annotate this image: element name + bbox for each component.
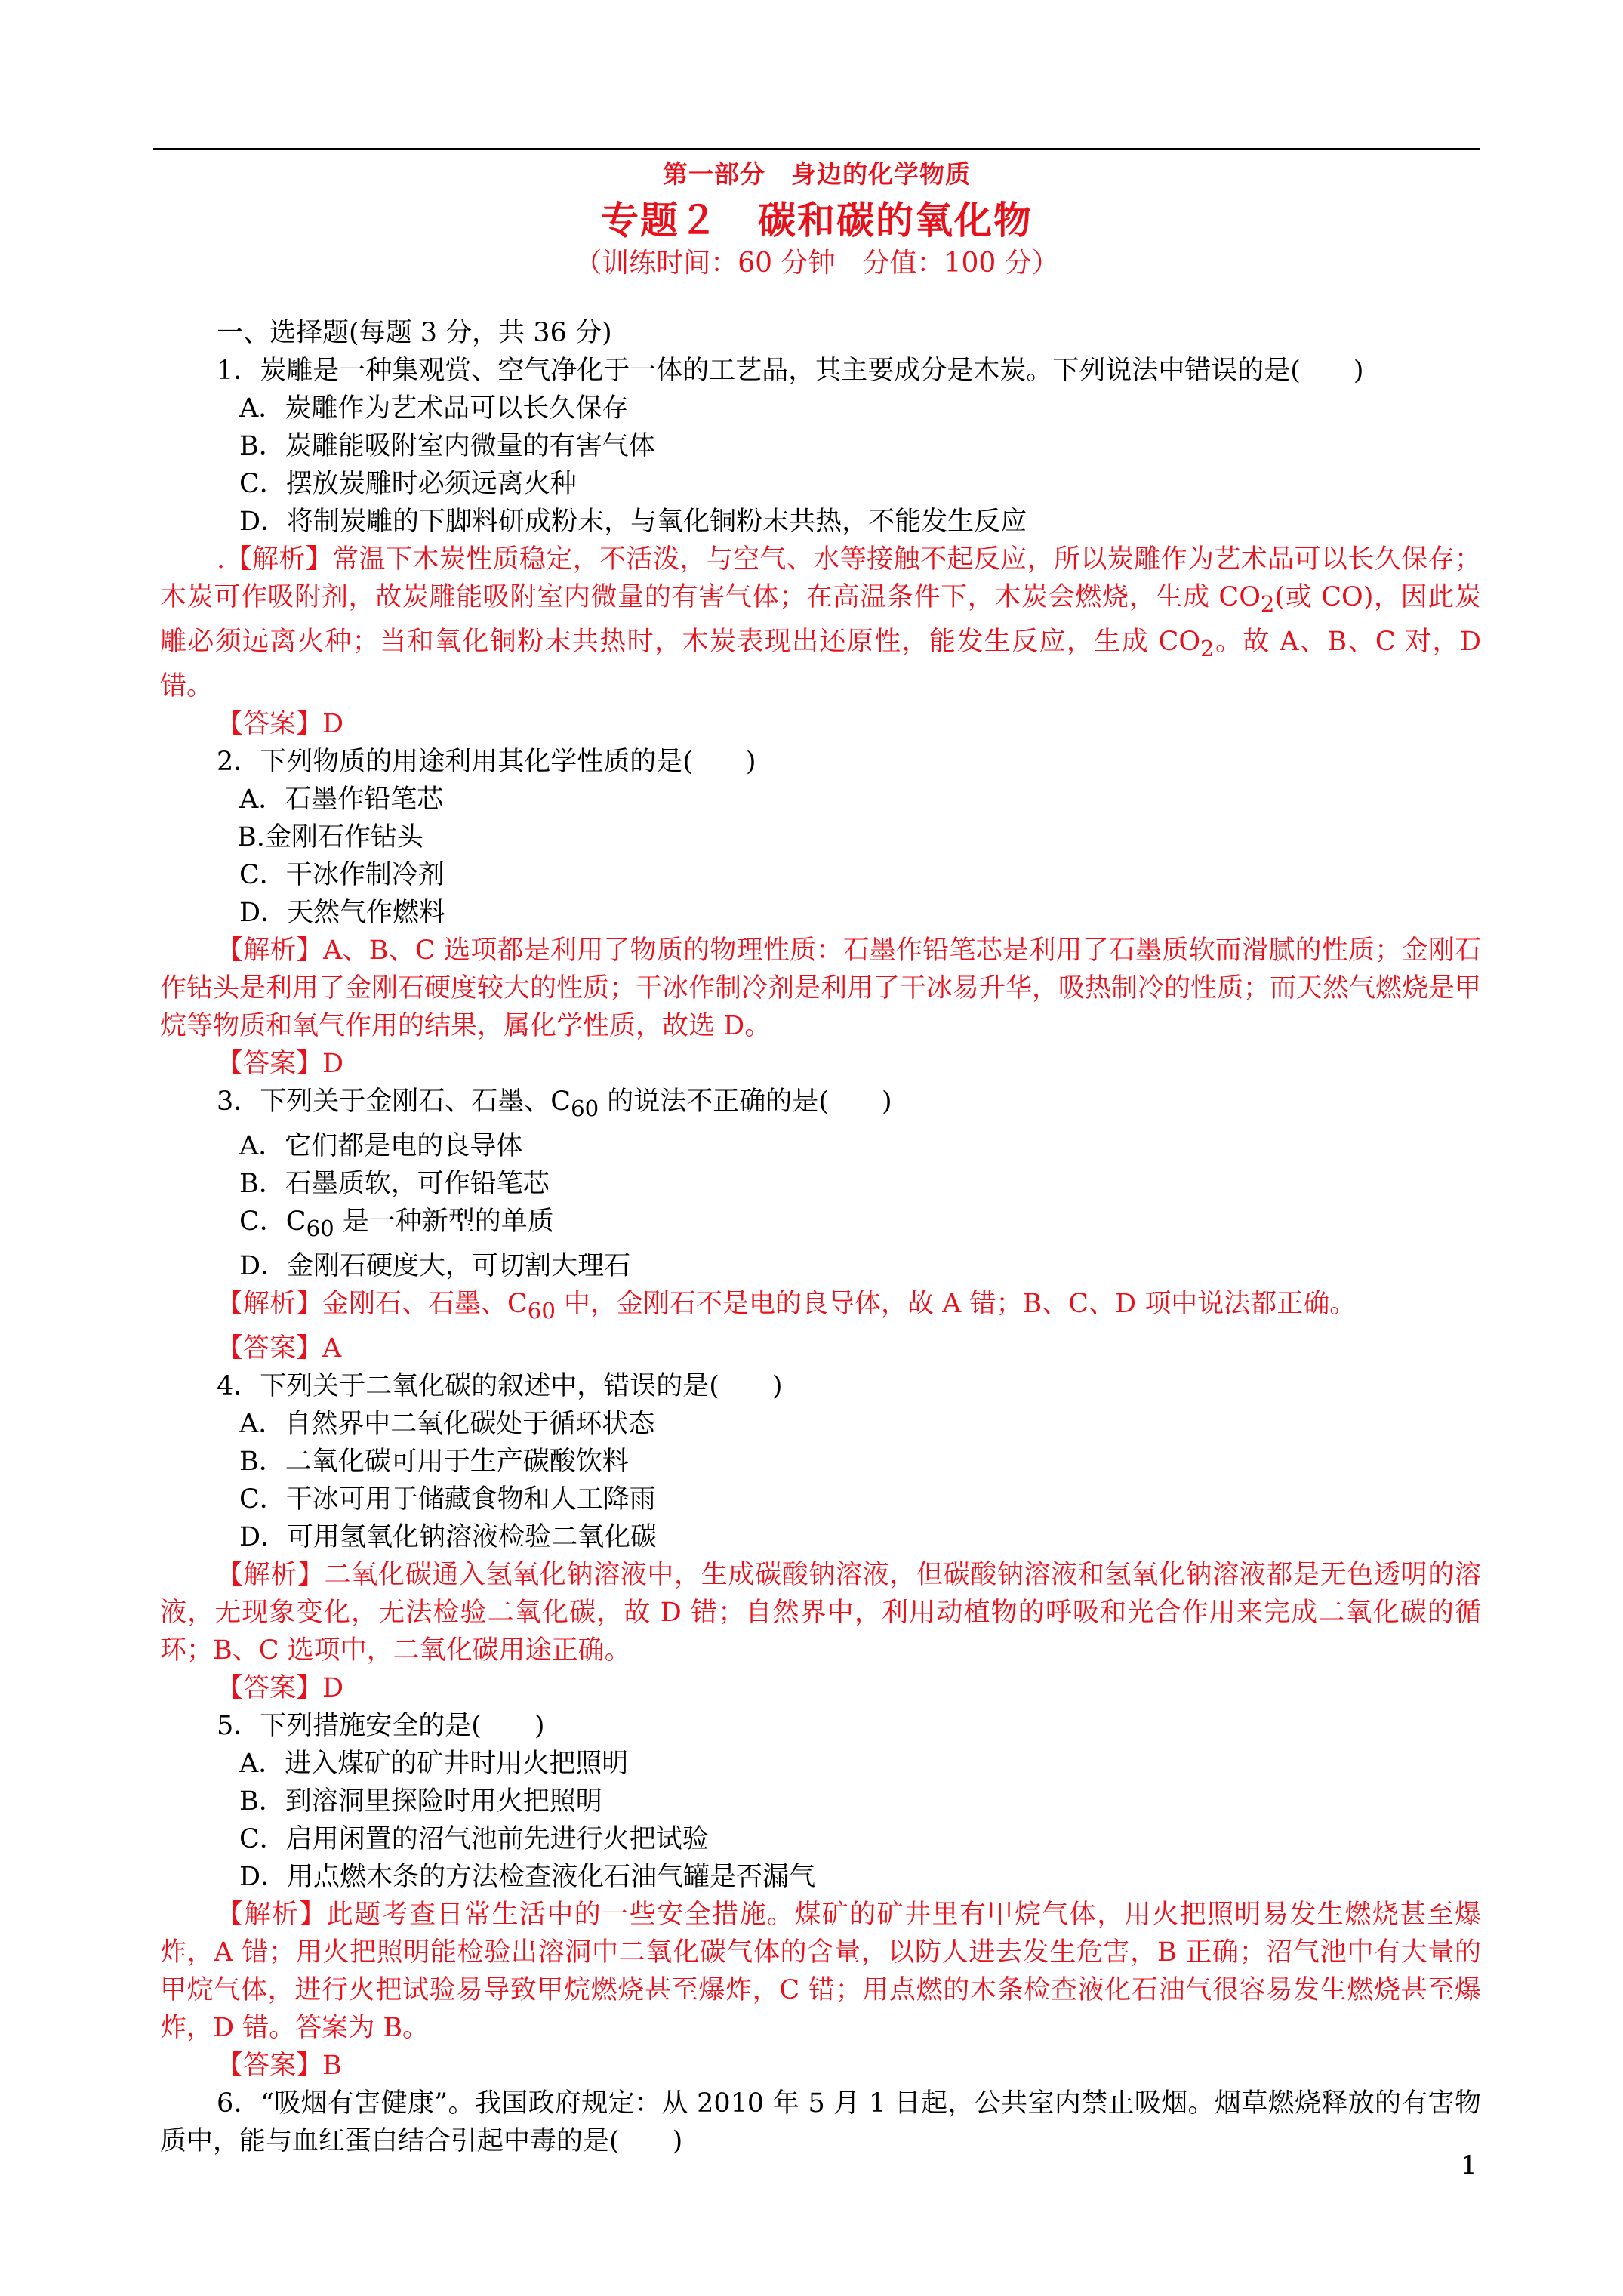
question-6-stem: 6．“吸烟有害健康”。我国政府规定：从 2010 年 5 月 1 日起，公共室内禁止吸烟。烟草燃烧释放的有害物质中，能与血红蛋白结合引起中毒的是( )	[160, 2088, 1481, 2156]
question-5-option-a: A．进入煤矿的矿井时用火把照明	[239, 1749, 629, 1779]
question-4-option-a: A．自然界中二氧化碳处于循环状态	[239, 1409, 655, 1439]
question-5-analysis: 【解析】此题考查日常生活中的一些安全措施。煤矿的矿井里有甲烷气体，用火把照明易发生燃烧甚至爆炸，A 错；用火把照明能检验出溶洞中二氧化碳气体的含量，以防人进去发生危害，B 正确；沼气池中有大量的甲烷气体，进行火把试验易导致甲烷燃烧甚至爆炸，C 错；用点燃的木条检查液化石油气很容易发生燃烧甚至爆炸，D 错。答案为 B。	[160, 1900, 1481, 2043]
question-3-option-b: B．石墨质软，可作铅笔芯	[239, 1169, 550, 1199]
question-2-analysis: 【解析】A、B、C 选项都是利用了物质的物理性质：石墨作铅笔芯是利用了石墨质软而滑腻的性质；金刚石作钻头是利用了金刚石硬度较大的性质；干冰作制冷剂是利用了干冰易升华，吸热制冷的性质；而天然气燃烧是甲烷等物质和氧气作用的结果，属化学性质，故选 D。	[160, 935, 1482, 1041]
question-5-stem: 5．下列措施安全的是( )	[217, 1711, 545, 1741]
question-3-analysis: 【解析】金刚石、石墨、$C_{60}$ 中，金刚石不是电的良导体，故 A 错；B、C、D 项中说法都正确。	[217, 1289, 1357, 1324]
question-4-option-d: D．可用氢氧化钠溶液检验二氧化碳	[239, 1522, 658, 1552]
question-1-option-c: C．摆放炭雕时必须远离火种	[239, 469, 577, 499]
question-2-option-b: B.金刚石作钻头	[237, 822, 423, 852]
time-score-line: （训练时间：60 分钟 分值：100 分）	[574, 248, 1059, 279]
question-3-option-c: C．$C_{60}$ 是一种新型的单质	[239, 1207, 554, 1241]
question-1-option-b: B．炭雕能吸附室内微量的有害气体	[239, 431, 655, 461]
question-4-answer: 【答案】D	[217, 1673, 344, 1703]
section-title: 一、选择题(每题 3 分，共 36 分)	[217, 318, 612, 348]
question-content	[160, 314, 1481, 2160]
page-number: 1	[1461, 2150, 1477, 2180]
question-3-stem: 3．下列关于金刚石、石墨、$C_{60}$ 的说法不正确的是( )	[217, 1086, 892, 1121]
question-5-option-d: D．用点燃木条的方法检查液化石油气罐是否漏气	[239, 1862, 816, 1892]
question-4-option-b: B．二氧化碳可用于生产碳酸饮料	[239, 1447, 629, 1477]
question-3-option-d: D．金刚石硬度大，可切割大理石	[239, 1251, 631, 1281]
question-1-stem: 1．炭雕是一种集观赏、空气净化于一体的工艺品，其主要成分是木炭。下列说法中错误的是( )	[217, 356, 1364, 386]
question-1-analysis: .【解析】常温下木炭性质稳定，不活泼，与空气、水等接触不起反应，所以炭雕作为艺术品可以长久保存；木炭可作吸附剂，故炭雕能吸附室内微量的有害气体；在高温条件下，木炭会燃烧，生成 $CO_2$(或 CO)，因此炭雕必须远离火种；当和氧化铜粉末共热时，木炭表现出还原性，能发生反应，生成 $CO_2$。故 A、B、C 对，D 错。	[160, 544, 1481, 701]
question-2-option-a: A．石墨作铅笔芯	[239, 784, 444, 815]
question-4-option-c: C．干冰可用于储藏食物和人工降雨	[239, 1484, 656, 1515]
question-4-stem: 4．下列关于二氧化碳的叙述中，错误的是( )	[217, 1371, 783, 1401]
question-2-answer: 【答案】D	[217, 1049, 344, 1079]
part-heading: 第一部分 身边的化学物质	[663, 159, 971, 189]
question-5-answer: 【答案】B	[217, 2051, 342, 2081]
question-3-option-a: A．它们都是电的良导体	[239, 1131, 523, 1161]
question-5-option-c: C．启用闲置的沼气池前先进行火把试验	[239, 1824, 709, 1854]
question-1-option-d: D．将制炭雕的下脚料研成粉末，与氧化铜粉末共热，不能发生反应	[239, 507, 1027, 537]
header-rule	[153, 148, 1480, 150]
question-2-option-d: D．天然气作燃料	[239, 898, 446, 928]
question-1-answer: 【答案】D	[217, 709, 344, 739]
question-3-answer: 【答案】A	[217, 1333, 342, 1364]
question-4-analysis: 【解析】二氧化碳通入氢氧化钠溶液中，生成碳酸钠溶液，但碳酸钠溶液和氢氧化钠溶液都是无色透明的溶液，无现象变化，无法检验二氧化碳，故 D 错；自然界中，利用动植物的呼吸和光合作用来完成二氧化碳的循环；B、C 选项中，二氧化碳用途正确。	[160, 1560, 1481, 1666]
question-1-option-a: A．炭雕作为艺术品可以长久保存	[239, 393, 629, 424]
topic-title: 专题２ 碳和碳的氧化物	[601, 198, 1033, 242]
question-5-option-b: B．到溶洞里探险时用火把照明	[239, 1786, 602, 1817]
question-2-option-c: C．干冰作制冷剂	[239, 860, 445, 890]
question-2-stem: 2．下列物质的用途利用其化学性质的是( )	[217, 747, 756, 777]
